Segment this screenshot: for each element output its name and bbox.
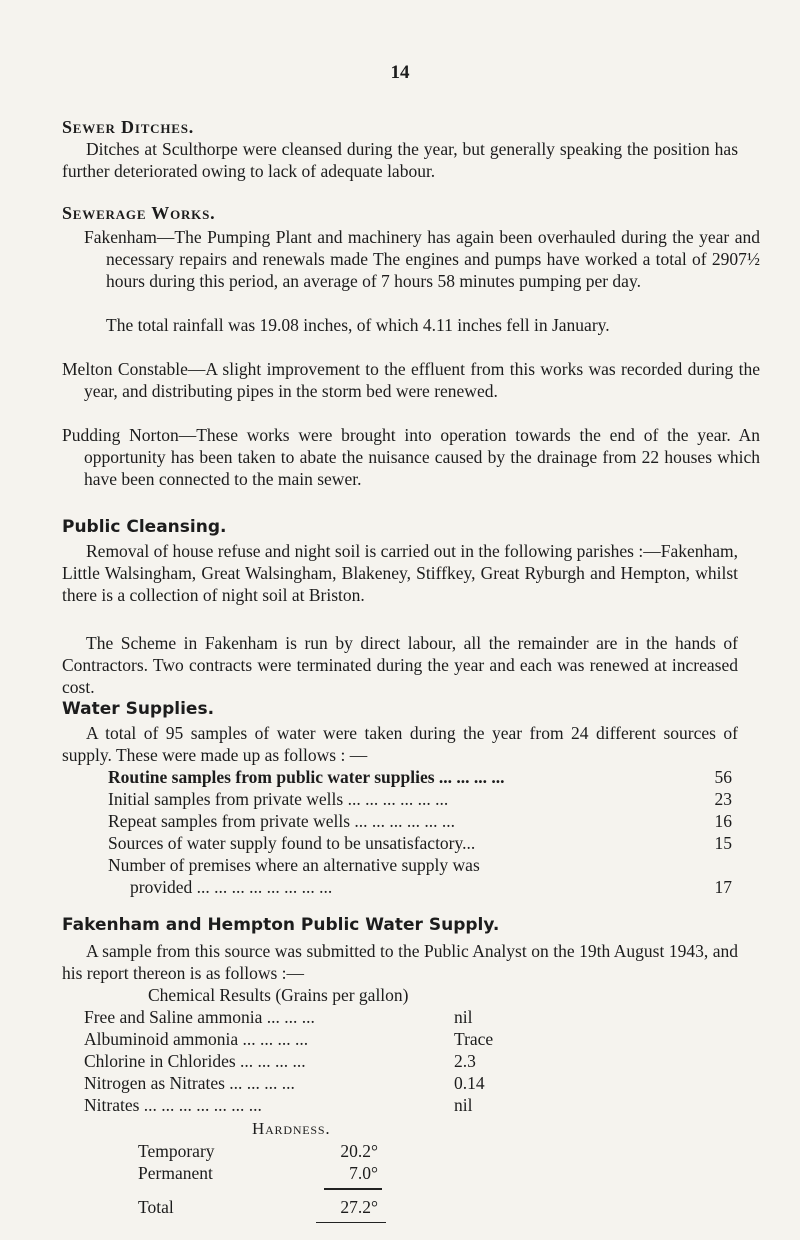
result-value: nil bbox=[454, 1007, 473, 1027]
list-item bbox=[108, 766, 732, 788]
result-label: Albuminoid ammonia ... ... ... ... bbox=[84, 1029, 309, 1049]
hardness-value: 7.0° bbox=[349, 1163, 378, 1183]
list-item bbox=[108, 854, 732, 876]
hardness-heading: Hardness. bbox=[252, 1119, 331, 1138]
sewerage-works-heading: Sewerage Works. bbox=[62, 203, 216, 223]
list-item-label: Initial samples from private wells ... ... ... ... ... ... bbox=[108, 789, 449, 809]
melton-constable-text: Melton Constable—A slight improvement to the effluent from this works was recorded during the year, and distributing pipes in the storm bed were renewed. bbox=[62, 359, 760, 401]
sewer-ditches-text: Ditches at Sculthorpe were cleansed during the year, but generally speaking the position has further deteriorated owing to lack of adequate labour. bbox=[62, 139, 738, 181]
list-item-value: 16 bbox=[714, 811, 732, 831]
result-value: 0.14 bbox=[454, 1073, 485, 1093]
hardness-label: Temporary bbox=[138, 1141, 215, 1161]
table-row bbox=[138, 1196, 378, 1218]
table-row bbox=[138, 1140, 378, 1162]
total-rule bbox=[324, 1188, 382, 1190]
list-item bbox=[108, 832, 732, 854]
list-item-label: Routine samples from public water supplies ... ... ... ... bbox=[108, 767, 505, 787]
result-label: Free and Saline ammonia ... ... ... bbox=[84, 1007, 315, 1027]
result-label: Nitrates ... ... ... ... ... ... ... bbox=[84, 1095, 262, 1115]
list-item-label: Sources of water supply found to be unsatisfactory... bbox=[108, 833, 476, 853]
result-label: Chlorine in Chlorides ... ... ... ... bbox=[84, 1051, 306, 1071]
list-item bbox=[130, 876, 732, 898]
public-cleansing-heading: Public Cleansing. bbox=[62, 517, 227, 537]
fakenham-works-text: Fakenham—The Pumping Plant and machinery has again been overhauled during the year and necessary repairs and renewals made The engines and pumps have worked a total of 2907½ hours during this period, an average of 7 hours 58 minutes pumping per day. bbox=[84, 227, 760, 291]
public-cleansing-para-2: The Scheme in Fakenham is run by direct labour, all the remainder are in the hands of Contractors. Two contracts were terminated during the year and each was renewed at increased cost. bbox=[62, 633, 738, 697]
list-item-value: 23 bbox=[714, 789, 732, 809]
page-number: 14 bbox=[390, 62, 410, 83]
list-item-label: Number of premises where an alternative supply was bbox=[108, 855, 480, 875]
total-value: 27.2° bbox=[340, 1197, 378, 1217]
result-value: nil bbox=[454, 1095, 473, 1115]
bottom-rule bbox=[316, 1222, 386, 1223]
table-row bbox=[84, 1094, 534, 1116]
water-supplies-heading: Water Supplies. bbox=[62, 699, 215, 719]
hardness-label: Permanent bbox=[138, 1163, 213, 1183]
fakenham-supply-intro: A sample from this source was submitted to the Public Analyst on the 19th August 1943, and his report thereon is as follows :— bbox=[62, 941, 738, 983]
table-row bbox=[84, 1006, 534, 1028]
list-item-label: provided ... ... ... ... ... ... ... ... bbox=[130, 877, 333, 897]
fakenham-supply-heading: Fakenham and Hempton Public Water Supply. bbox=[62, 915, 500, 935]
chemical-results-heading: Chemical Results (Grains per gallon) bbox=[148, 985, 409, 1005]
sewer-ditches-heading: Sewer Ditches. bbox=[62, 117, 195, 137]
result-label: Nitrogen as Nitrates ... ... ... ... bbox=[84, 1073, 295, 1093]
result-value: 2.3 bbox=[454, 1051, 476, 1071]
table-row bbox=[84, 1028, 534, 1050]
list-item-value: 17 bbox=[714, 877, 732, 897]
public-cleansing-para-1: Removal of house refuse and night soil is carried out in the following parishes :—Fakenham, Little Walsingham, Great Walsingham, Blakeney, Stiffkey, Great Ryburgh and Hempton, whilst there is a collection of night soil at Briston. bbox=[62, 541, 738, 605]
table-row bbox=[84, 1050, 534, 1072]
result-value: Trace bbox=[454, 1029, 494, 1049]
list-item-value: 56 bbox=[714, 767, 732, 787]
list-item-value: 15 bbox=[714, 833, 732, 853]
list-item bbox=[108, 810, 732, 832]
rainfall-text: The total rainfall was 19.08 inches, of which 4.11 inches fell in January. bbox=[106, 315, 610, 335]
pudding-norton-text: Pudding Norton—These works were brought into operation towards the end of the year. An opportunity has been taken to abate the nuisance caused by the drainage from 22 houses which have been connected to the main sewer. bbox=[62, 425, 760, 489]
table-row bbox=[138, 1162, 378, 1184]
list-item bbox=[108, 788, 732, 810]
list-item-label: Repeat samples from private wells ... ... ... ... ... ... bbox=[108, 811, 456, 831]
table-row bbox=[84, 1072, 534, 1094]
water-supplies-intro: A total of 95 samples of water were taken during the year from 24 different sources of supply. These were made up as follows : — bbox=[62, 723, 738, 765]
hardness-value: 20.2° bbox=[340, 1141, 378, 1161]
total-label: Total bbox=[138, 1197, 174, 1217]
